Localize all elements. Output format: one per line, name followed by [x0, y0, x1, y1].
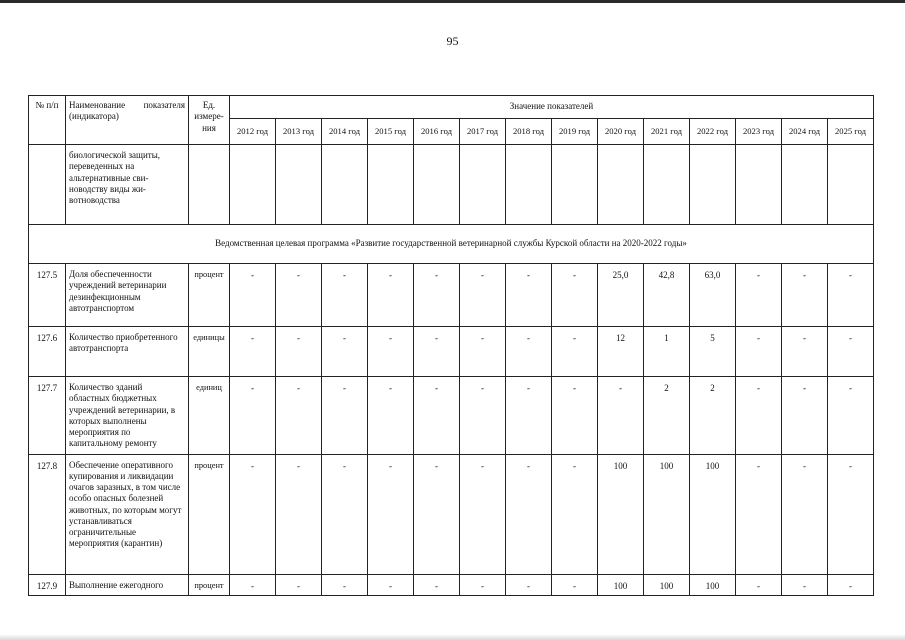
- header-year: 2017 год: [460, 119, 506, 145]
- row-value-cell: -: [506, 327, 552, 377]
- row-value-cell: -: [552, 454, 598, 574]
- row-value-cell: -: [736, 377, 782, 455]
- section-title: Ведомственная целевая программа «Развитие государственной ветеринарной службы Курской области на 2020-2022 годы»: [29, 225, 874, 264]
- row-value-cell: -: [322, 377, 368, 455]
- row-unit: процент: [189, 454, 230, 574]
- row-value-cell: -: [322, 454, 368, 574]
- row-value-cell: [644, 145, 690, 225]
- row-value-cell: [230, 145, 276, 225]
- header-number: № п/п: [29, 96, 66, 145]
- row-value-cell: [736, 145, 782, 225]
- row-value-cell: -: [368, 574, 414, 595]
- row-value-cell: -: [460, 264, 506, 327]
- row-value-cell: [782, 145, 828, 225]
- row-value-cell: 5: [690, 327, 736, 377]
- row-number: [29, 145, 66, 225]
- header-year: 2021 год: [644, 119, 690, 145]
- page-number: 95: [446, 34, 459, 48]
- row-value-cell: 100: [690, 574, 736, 595]
- row-indicator-name: Доля обеспеченности учреждений ветеринарии дезинфекционным автотранспортом: [66, 264, 189, 327]
- row-unit: процент: [189, 574, 230, 595]
- row-value-cell: 25,0: [598, 264, 644, 327]
- row-number: 127.7: [29, 377, 66, 455]
- row-value-cell: 100: [644, 454, 690, 574]
- row-number: 127.6: [29, 327, 66, 377]
- table-header-row: [29, 96, 874, 119]
- row-value-cell: 63,0: [690, 264, 736, 327]
- row-value-cell: [828, 145, 874, 225]
- header-year: 2025 год: [828, 119, 874, 145]
- row-value-cell: -: [460, 574, 506, 595]
- row-value-cell: [598, 145, 644, 225]
- row-value-cell: 2: [690, 377, 736, 455]
- indicator-table: [28, 95, 874, 596]
- row-value-cell: -: [552, 377, 598, 455]
- row-unit: процент: [189, 264, 230, 327]
- row-value-cell: -: [552, 574, 598, 595]
- row-value-cell: -: [230, 454, 276, 574]
- row-value-cell: -: [322, 574, 368, 595]
- row-value-cell: -: [414, 574, 460, 595]
- row-value-cell: 100: [690, 454, 736, 574]
- table-row: [29, 377, 874, 455]
- row-value-cell: -: [276, 377, 322, 455]
- row-value-cell: -: [736, 327, 782, 377]
- table-row: [29, 264, 874, 327]
- row-value-cell: -: [276, 574, 322, 595]
- row-value-cell: [368, 145, 414, 225]
- row-value-cell: -: [414, 377, 460, 455]
- table-row: [29, 574, 874, 595]
- row-value-cell: -: [322, 327, 368, 377]
- scan-top-edge: [0, 0, 905, 3]
- row-value-cell: -: [828, 574, 874, 595]
- row-value-cell: [690, 145, 736, 225]
- row-value-cell: -: [782, 574, 828, 595]
- row-unit: [189, 145, 230, 225]
- header-year: 2022 год: [690, 119, 736, 145]
- row-value-cell: -: [368, 327, 414, 377]
- row-value-cell: -: [230, 327, 276, 377]
- row-value-cell: -: [828, 377, 874, 455]
- row-value-cell: -: [506, 574, 552, 595]
- header-year: 2012 год: [230, 119, 276, 145]
- row-value-cell: -: [828, 327, 874, 377]
- row-indicator-name: Выполнение ежегодного: [66, 574, 189, 595]
- row-value-cell: -: [414, 264, 460, 327]
- row-value-cell: 100: [644, 574, 690, 595]
- row-value-cell: 1: [644, 327, 690, 377]
- row-indicator-name: Обеспечение оперативного купирования и ликвидации очагов заразных, в том числе особо опасных болезней животных, по которым могут устанавливаться ограничительные мероприятия (карантин): [66, 454, 189, 574]
- row-value-cell: 100: [598, 454, 644, 574]
- row-value-cell: [506, 145, 552, 225]
- header-year: 2013 год: [276, 119, 322, 145]
- row-value-cell: -: [736, 264, 782, 327]
- row-number: 127.9: [29, 574, 66, 595]
- row-value-cell: -: [230, 574, 276, 595]
- row-indicator-name: Количество приобретенного автотранспорта: [66, 327, 189, 377]
- row-value-cell: -: [322, 264, 368, 327]
- row-value-cell: -: [552, 327, 598, 377]
- row-value-cell: -: [230, 264, 276, 327]
- row-value-cell: -: [828, 454, 874, 574]
- section-row: [29, 225, 874, 264]
- row-value-cell: -: [414, 327, 460, 377]
- header-year: 2019 год: [552, 119, 598, 145]
- row-value-cell: -: [276, 454, 322, 574]
- row-value-cell: -: [598, 377, 644, 455]
- row-value-cell: 100: [598, 574, 644, 595]
- header-values-group: Значение показателей: [230, 96, 874, 119]
- header-year: 2023 год: [736, 119, 782, 145]
- row-value-cell: -: [736, 574, 782, 595]
- table-row: [29, 327, 874, 377]
- row-value-cell: -: [782, 327, 828, 377]
- row-value-cell: -: [460, 454, 506, 574]
- row-value-cell: -: [460, 327, 506, 377]
- row-value-cell: [276, 145, 322, 225]
- continuation-row: [29, 145, 874, 225]
- row-value-cell: -: [506, 377, 552, 455]
- row-value-cell: -: [230, 377, 276, 455]
- row-value-cell: -: [782, 454, 828, 574]
- row-value-cell: 42,8: [644, 264, 690, 327]
- row-value-cell: -: [276, 327, 322, 377]
- row-value-cell: -: [368, 377, 414, 455]
- table-body: [29, 145, 874, 596]
- row-value-cell: [414, 145, 460, 225]
- row-unit: единиц: [189, 377, 230, 455]
- header-year: 2015 год: [368, 119, 414, 145]
- row-value-cell: 12: [598, 327, 644, 377]
- row-value-cell: [460, 145, 506, 225]
- row-value-cell: -: [506, 454, 552, 574]
- header-unit: Ед. измере-ния: [189, 96, 230, 145]
- row-value-cell: -: [782, 264, 828, 327]
- scan-bottom-edge: [0, 634, 905, 640]
- row-value-cell: [322, 145, 368, 225]
- row-indicator-name: биологической защиты, переведенных на альтернативные сви-новодству виды жи-вотноводства: [66, 145, 189, 225]
- row-value-cell: -: [506, 264, 552, 327]
- header-year: 2024 год: [782, 119, 828, 145]
- header-indicator-name: Наименование показателя (индикатора): [66, 96, 189, 145]
- row-value-cell: -: [736, 454, 782, 574]
- table-row: [29, 454, 874, 574]
- row-value-cell: -: [552, 264, 598, 327]
- row-value-cell: -: [368, 454, 414, 574]
- row-value-cell: -: [828, 264, 874, 327]
- header-year: 2020 год: [598, 119, 644, 145]
- header-year: 2016 год: [414, 119, 460, 145]
- row-value-cell: -: [414, 454, 460, 574]
- row-value-cell: -: [276, 264, 322, 327]
- row-value-cell: -: [782, 377, 828, 455]
- header-year: 2018 год: [506, 119, 552, 145]
- row-value-cell: -: [368, 264, 414, 327]
- row-value-cell: [552, 145, 598, 225]
- header-year: 2014 год: [322, 119, 368, 145]
- row-number: 127.5: [29, 264, 66, 327]
- row-value-cell: -: [460, 377, 506, 455]
- row-value-cell: 2: [644, 377, 690, 455]
- row-number: 127.8: [29, 454, 66, 574]
- row-unit: единицы: [189, 327, 230, 377]
- row-indicator-name: Количество зданий областных бюджетных учреждений ветеринарии, в которых выполнены мероприятия по капитальному ремонту: [66, 377, 189, 455]
